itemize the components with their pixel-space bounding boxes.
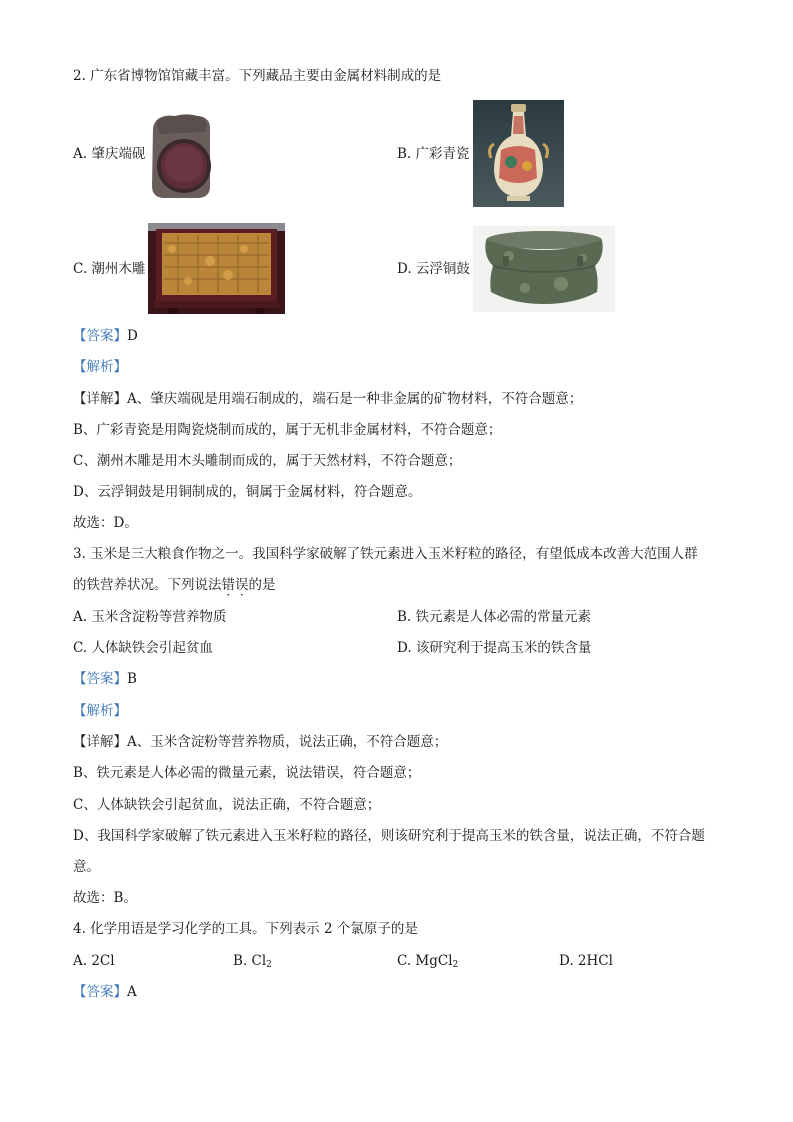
q2-option-d: D. 云浮铜鼓 — [397, 261, 470, 277]
guangcai-porcelain-vase-image — [473, 100, 564, 207]
q4-answer — [73, 983, 137, 1001]
q3-answer — [73, 670, 137, 688]
q3-analysis-label: 【解析】 — [73, 703, 127, 719]
q4-option-b — [233, 952, 272, 970]
q3-option-b: B. 铁元素是人体必需的常量元素 — [397, 609, 592, 625]
detail-text: A、肇庆端砚是用端石制成的，端石是一种非金属的矿物材料，不符合题意； — [127, 391, 583, 407]
q2-answer — [73, 327, 138, 345]
q3-detail-3: C、人体缺铁会引起贫血，说法正确，不符合题意； — [73, 797, 381, 813]
formula-text: C. MgCl — [397, 953, 453, 969]
stem-text: 的铁营养状况。下列说法 — [73, 577, 222, 593]
q3-conclusion: 故选：B。 — [73, 890, 137, 906]
answer-value: B — [127, 671, 137, 687]
answer-label: 【答案】 — [73, 984, 127, 1000]
q2-detail-3: C、潮州木雕是用木头雕制而成的，属于天然材料，不符合题意； — [73, 453, 462, 469]
q3-detail-5: 意。 — [73, 859, 100, 875]
q2-option-a: A. 肇庆端砚 — [73, 146, 146, 162]
detail-label: 【详解】 — [73, 734, 127, 750]
q2-detail-4: D、云浮铜鼓是用铜制成的，铜属于金属材料，符合题意。 — [73, 484, 422, 500]
answer-value: D — [127, 328, 138, 344]
formula-subscript: 2 — [452, 960, 459, 970]
q4-option-a: A. 2Cl — [73, 953, 115, 969]
emphasis-char: 错 — [221, 577, 235, 593]
stem-text: 的是 — [248, 577, 276, 593]
emphasis-char: 误 — [235, 577, 249, 593]
answer-label: 【答案】 — [73, 328, 127, 344]
detail-label: 【详解】 — [73, 391, 127, 407]
q2-detail-1 — [73, 390, 582, 408]
q3-option-a: A. 玉米含淀粉等营养物质 — [73, 609, 227, 625]
q3-stem-line2 — [73, 576, 276, 594]
chaozhou-woodcarving-image — [148, 223, 285, 314]
q4-option-d: D. 2HCl — [559, 953, 613, 969]
answer-label: 【答案】 — [73, 671, 127, 687]
answer-value: A — [127, 984, 137, 1000]
q3-stem-line1: 3. 玉米是三大粮食作物之一。我国科学家破解了铁元素进入玉米籽粒的路径，有望低成本改善大范围人群 — [73, 546, 698, 562]
formula-text: B. Cl — [233, 953, 267, 969]
q3-detail-2: B、铁元素是人体必需的微量元素，说法错误，符合题意； — [73, 765, 421, 781]
q2-option-c: C. 潮州木雕 — [73, 261, 146, 277]
q3-detail-4: D、我国科学家破解了铁元素进入玉米籽粒的路径，则该研究利于提高玉米的铁含量，说法正确，不符合题 — [73, 828, 705, 844]
yunfu-bronze-drum-image — [473, 226, 615, 312]
formula-subscript: 2 — [266, 960, 272, 970]
q4-stem: 4. 化学用语是学习化学的工具。下列表示 2 个氯原子的是 — [73, 921, 418, 937]
q2-stem: 2. 广东省博物馆馆藏丰富。下列藏品主要由金属材料制成的是 — [73, 68, 442, 84]
q3-option-c: C. 人体缺铁会引起贫血 — [73, 640, 213, 656]
q4-option-c — [397, 952, 458, 970]
q2-option-b: B. 广彩青瓷 — [397, 146, 470, 162]
q2-analysis-label: 【解析】 — [73, 359, 127, 375]
q2-conclusion: 故选：D。 — [73, 515, 138, 531]
detail-text: A、玉米含淀粉等营养物质，说法正确，不符合题意； — [127, 734, 448, 750]
q3-detail-1 — [73, 733, 447, 751]
duanyan-inkstone-image — [149, 112, 214, 200]
q3-option-d: D. 该研究利于提高玉米的铁含量 — [397, 640, 592, 656]
q2-detail-2: B、广彩青瓷是用陶瓷烧制而成的，属于无机非金属材料，不符合题意； — [73, 422, 502, 438]
